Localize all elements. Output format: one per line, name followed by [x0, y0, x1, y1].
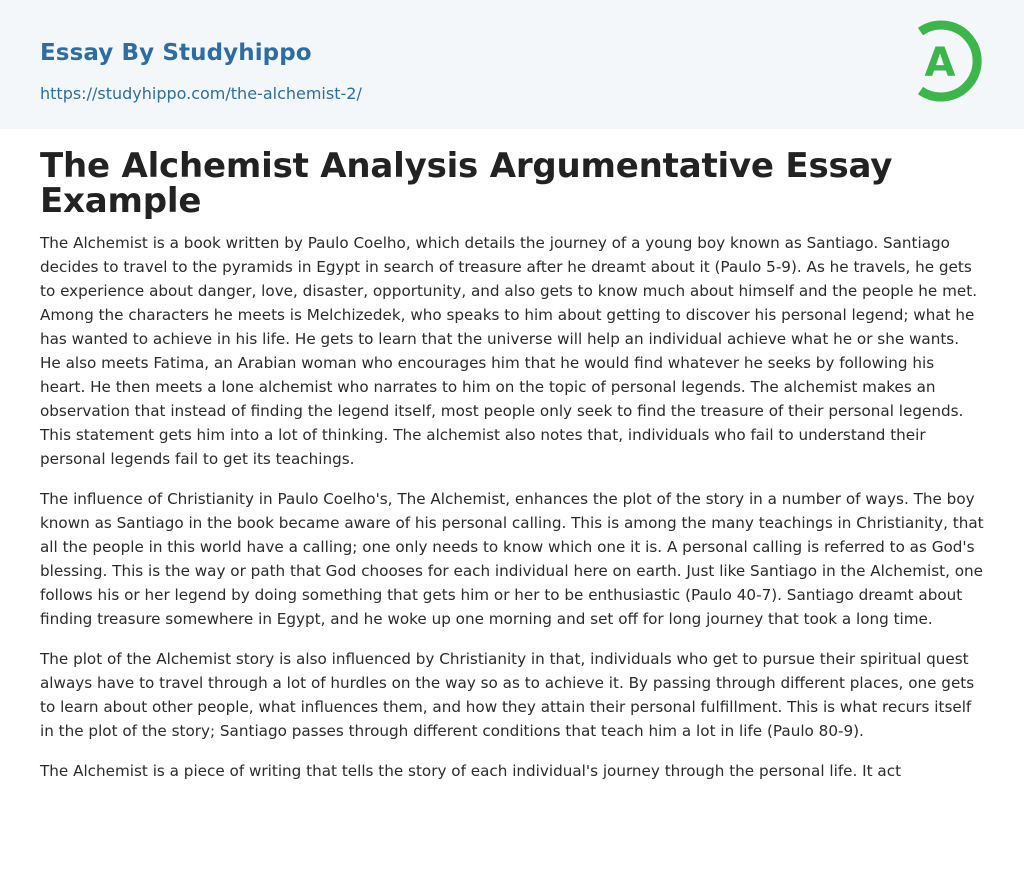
essay-paragraph: The Alchemist is a book written by Paulo Coelho, which details the journey of a young boy known as Santiago. Santiago decides to travel to the pyramids in Egypt in search of treasure after he dreamt about it (Paulo 5-9). As he travels, he gets to experience about danger, love, disaster, opportunity, and also gets to know much about himself and the people he met. Among the characters he meets is Melchizedek, who speaks to him about getting to discover his personal legend; what he has wanted to achieve in his life. He gets to learn that the universe will help an individual achieve what he or she wants. He also meets Fatima, an Arabian woman who encourages him that he would find whatever he seeks by following his heart. He then meets a lone alchemist who narrates to him on the topic of personal legends. The alchemist makes an observation that instead of finding the legend itself, most people only seek to find the treasure of their personal legends. This statement gets him into a lot of thinking. The alchemist also notes that, individuals who fail to understand their personal legends fail to get its teachings.: [40, 234, 978, 468]
essay-title: The Alchemist Analysis Argumentative Essay Example: [40, 146, 893, 221]
essay-content: [0, 146, 1024, 783]
essay-paragraph: The plot of the Alchemist story is also influenced by Christianity in that, individuals who get to pursue their spiritual quest always have to travel through a lot of hurdles on the way so as to achieve it. By passing through different places, one gets to learn about other people, what influences them, and how they attain their personal fulfillment. This is what recurs itself in the plot of the story; Santiago passes through different conditions that teach him a lot in life (Paulo 80-9).: [40, 650, 975, 740]
logo-ring-icon: [912, 18, 986, 106]
logo-letter: A: [924, 40, 956, 86]
studyhippo-logo[interactable]: [912, 18, 986, 106]
essay-paragraph: The Alchemist is a piece of writing that tells the story of each individual's journey through the personal life. It act: [40, 762, 902, 780]
essay-paragraph: The influence of Christianity in Paulo Coelho's, The Alchemist, enhances the plot of the story in a number of ways. The boy known as Santiago in the book became aware of his personal calling. This is among the many teachings in Christianity, that all the people in this world have a calling; one only needs to know which one it is. A personal calling is referred to as God's blessing. This is the way or path that God chooses for each individual here on earth. Just like Santiago in the Alchemist, one follows his or her legend by doing something that gets him or her to be enthusiastic (Paulo 40-7). Santiago dreamt about finding treasure somewhere in Egypt, and he woke up one morning and set off for long journey that took a long time.: [40, 490, 984, 628]
source-url-link[interactable]: https://studyhippo.com/the-alchemist-2/: [40, 84, 362, 103]
site-title[interactable]: Essay By Studyhippo: [40, 40, 312, 66]
site-header: [0, 0, 1024, 129]
